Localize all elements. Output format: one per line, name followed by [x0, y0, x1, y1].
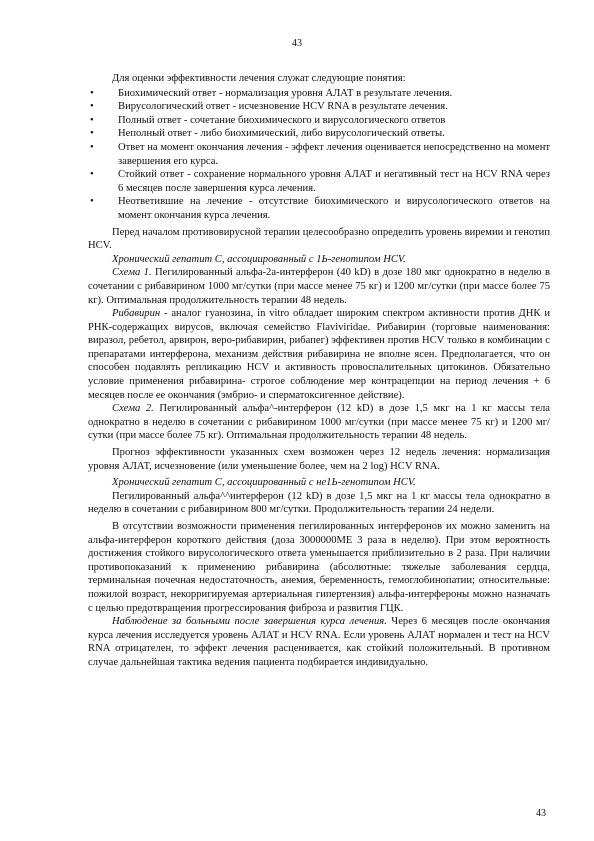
list-item: • Неответившие на лечение - отсутствие биохимического и вирусологического ответов на момент окончания курса лечения. — [88, 195, 550, 222]
ribavirin-paragraph — [88, 307, 550, 402]
non-genotype-1b-paragraph: Пегилированный альфа^^интерферон (12 kD) в дозе 1,5 мкг на 1 кг массы тела однократно в неделю в сочетании с рибавирином 800 мг/сутки. Продолжительность терапии 24 недели. — [88, 490, 550, 516]
no-peg-interferon-paragraph: В отсутствии возможности применения пегилированных интерферонов их можно заменить на альфа-интерферон короткого действия (доза 3000000МЕ 3 раза в неделю). При этом вероятность достижения стойкого вирусологического ответа уменьшается приблизительно в 2 раза. При наличии противопоказаний к применению рибавирина (абсолютные: тяжелые заболевания сердца, терминальная почечная недостаточность, анемия, беременность, гемоглобинопатии; относительные: пожилой возраст, некорригируемая артериальная гипертензия) альфа-интерфероны можно назначать с целью предотвращения прогрессирования фиброза и развития ГЦК. — [88, 521, 550, 614]
list-item: • Неполный ответ - либо биохимический, либо вирусологический ответы. — [88, 127, 550, 141]
ribavirin-label: Рибавирин — [112, 308, 161, 320]
list-item: • Биохимический ответ - нормализация уровня АЛАТ в результате лечения. — [88, 87, 550, 101]
list-item: • Полный ответ - сочетание биохимического и вирусологического ответов — [88, 114, 550, 128]
page-number-bottom: 43 — [536, 808, 546, 819]
observation-label: Наблюдение за больными после завершения курса лечения. — [112, 616, 387, 628]
list-item: • Ответ на момент окончания лечения - эффект лечения оценивается непосредственно на момент завершения его курса. — [88, 141, 550, 168]
intro-paragraph: Для оценки эффективности лечения служат следующие понятия: — [112, 73, 406, 84]
scheme-1-label: Схема 1. — [112, 267, 152, 279]
scheme-2-paragraph — [88, 402, 550, 443]
response-definitions-list — [88, 87, 550, 223]
list-item: • Вирусологический ответ - исчезновение HCV RNA в результате лечения. — [88, 100, 550, 114]
pre-therapy-paragraph: Перед началом противовирусной терапии целесообразно определить уровень виремии и генотип HCV. — [88, 226, 550, 252]
scheme-2-text: Пегилированный альфа^-интерферон (12 kD) в дозе 1,5 мкг на 1 кг массы тела однократно в неделю в сочетании с рибавирином 1000 мг/сутки (при массе менее 75 кг) и 1200 мг/сутки (при массе более 75 кг). Оптимальная продолжительность терапии 48 недель. — [88, 403, 551, 442]
observation-text: Через 6 месяцев после окончания курса лечения исследуется уровень АЛАТ и HCV RNA. Если уровень АЛАТ нормален и тест на HCV RNA отрицателен, то эффект лечения расценивается, как стойкий положительный. В противном случае дальнейшая тактика ведения пациента подбирается индивидуально. — [88, 616, 550, 668]
ribavirin-text: - аналог гуанозина, in vitro обладает широким спектром активности против ДНК и РНК-содержащих вирусов, включая семейство Flaviviridae. Рибавирин (торговые наименования: виразол, ребетол, арвирон, веро-рибавирин, рибапег) эффективен против HCV только в комбинации с препаратами интерферона, механизм действия рибавирина не вполне ясен. Предполагается, что он способен подавлять репликацию HCV и активность провоспалительных цитокинов. Обязательно условие применения рибавирина- строгое соблюдение мер контрацепции на период лечения + 6 месяцев после ее окончания (эмбрио- и сперматоксигенное действие). — [88, 308, 550, 401]
list-item: • Стойкий ответ - сохранение нормального уровня АЛАТ и негативный тест на HCV RNA через 6 месяцев после завершения курса лечения. — [88, 168, 550, 195]
prognosis-paragraph: Прогноз эффективности указанных схем возможен через 12 недель лечения: нормализация уровня АЛАТ, исчезновение (или уменьшение более, чем на 2 log) HCV RNA. — [88, 447, 550, 472]
scheme-2-label: Схема 2. — [112, 403, 154, 415]
page-body — [88, 72, 550, 670]
section-heading-genotype-1b: Хронический гепатит С, ассоциированный с 1Ь-генотипом HCV. — [112, 253, 406, 265]
scheme-1-text: Пегилированный альфа-2а-интерферон (40 kD) в дозе 180 мкг однократно в неделю в сочетании с рибавирином 1000 мг/сутки (при массе менее 75 кг) и 1200 мг/сутки (при массе более 75 кг). Оптимальная продолжительность терапии 48 недель. — [88, 267, 551, 306]
page-number-top: 43 — [292, 38, 302, 49]
section-heading-non-genotype-1b: Хронический гепатит С, ассоциированный с не1Ь-генотипом HCV. — [112, 477, 416, 489]
observation-paragraph — [88, 615, 550, 669]
scheme-1-paragraph — [88, 266, 550, 307]
